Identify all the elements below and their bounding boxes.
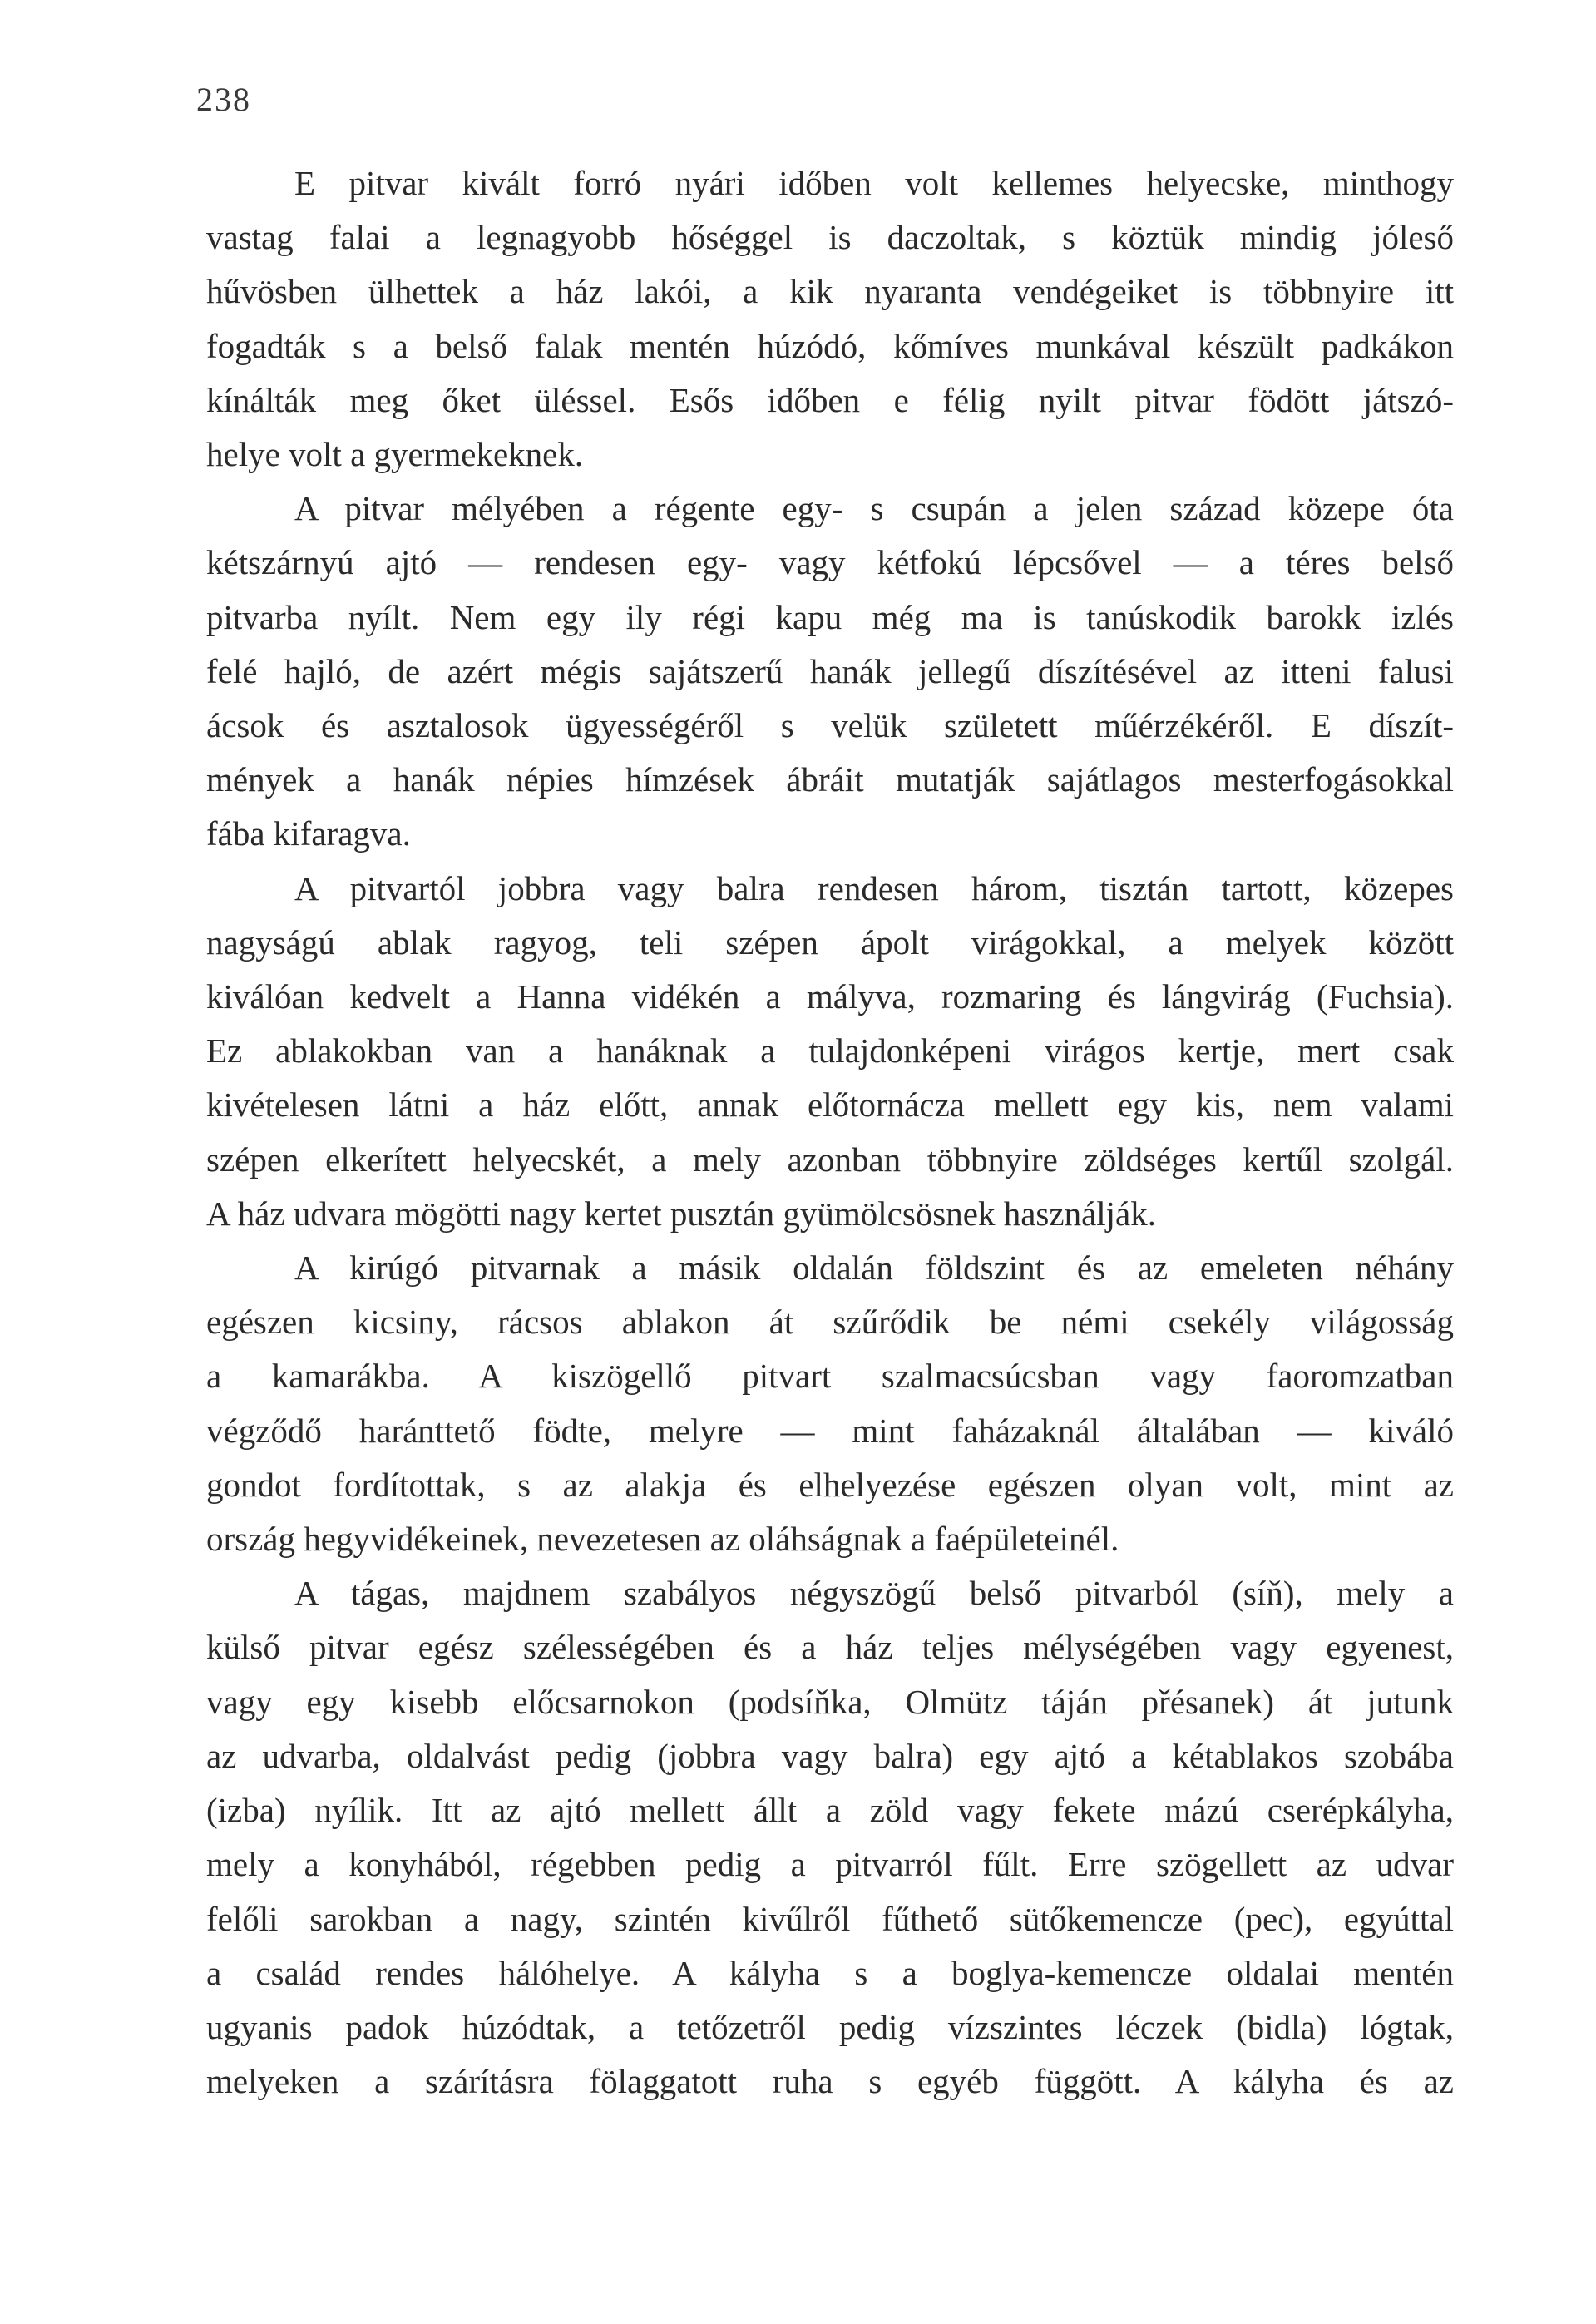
text-line: fogadták s a belső falak mentén húzódó, kőmíves munkával készült padkákon bbox=[206, 326, 1454, 365]
page-number: 238 bbox=[196, 81, 251, 118]
text-line: ugyanis padok húzódtak, a tetőzetről pedig vízszintes léczek (bidla) lógtak, bbox=[206, 2007, 1454, 2046]
text-line: mények a hanák népies hímzések ábráit mutatják sajátlagos mesterfogásokkal bbox=[206, 760, 1454, 799]
text-line: A ház udvara mögötti nagy kertet pusztán gyümölcsösnek használják. bbox=[206, 1194, 1156, 1233]
text-line: a család rendes hálóhelye. A kályha s a boglya-kemencze oldalai mentén bbox=[206, 1953, 1454, 1992]
text-line: hűvösben ülhettek a ház lakói, a kik nyaranta vendégeiket is többnyire itt bbox=[206, 272, 1454, 311]
text-line: A kirúgó pitvarnak a másik oldalán földszint és az emeleten néhány bbox=[294, 1249, 1454, 1288]
text-line: kétszárnyú ajtó — rendesen egy- vagy kétfokú lépcsővel — a téres belső bbox=[206, 543, 1454, 582]
text-line: kiválóan kedvelt a Hanna vidékén a mályva, rozmaring és lángvirág (Fuchsia). bbox=[206, 977, 1454, 1016]
text-line: melyeken a szárításra fölaggatott ruha s egyéb függött. A kályha és az bbox=[206, 2062, 1454, 2101]
text-line: pitvarba nyílt. Nem egy ily régi kapu még ma is tanúskodik barokk izlés bbox=[206, 597, 1454, 636]
paragraph-2 bbox=[206, 482, 1454, 861]
paragraph-3 bbox=[206, 862, 1454, 1241]
text-line: egészen kicsiny, rácsos ablakon át szűrődik be némi csekély világosság bbox=[206, 1303, 1454, 1342]
text-line: a kamarákba. A kiszögellő pitvart szalmacsúcsban vagy faoromzatban bbox=[206, 1357, 1454, 1396]
text-line: felé hajló, de azért mégis sajátszerű hanák jellegű díszítésével az itteni falusi bbox=[206, 651, 1454, 690]
paragraph-5 bbox=[206, 1566, 1454, 2109]
text-line: gondot fordítottak, s az alakja és elhelyezése egészen olyan volt, mint az bbox=[206, 1465, 1454, 1504]
text-line: mely a konyhából, régebben pedig a pitvarról fűlt. Erre szögellett az udvar bbox=[206, 1845, 1454, 1884]
text-line: fába kifaragva. bbox=[206, 814, 411, 853]
text-line: vagy egy kisebb előcsarnokon (podsíňka, Olmütz táján přésanek) át jutunk bbox=[206, 1682, 1454, 1721]
text-line: E pitvar kivált forró nyári időben volt kellemes helyecske, minthogy bbox=[294, 164, 1454, 202]
paragraph-1 bbox=[206, 156, 1454, 482]
text-line: Ez ablakokban van a hanáknak a tulajdonképeni virágos kertje, mert csak bbox=[206, 1031, 1454, 1071]
text-line: A pitvartól jobbra vagy balra rendesen három, tisztán tartott, közepes bbox=[294, 868, 1454, 907]
text-line: szépen elkerített helyecskét, a mely azonban többnyire zöldséges kertűl szolgál. bbox=[206, 1140, 1454, 1179]
text-line: kínálták meg őket üléssel. Esős időben e félig nyilt pitvar födött játszó- bbox=[206, 380, 1454, 419]
text-line: az udvarba, oldalvást pedig (jobbra vagy balra) egy ajtó a kétablakos szobába bbox=[206, 1736, 1454, 1775]
page-body bbox=[206, 156, 1454, 2109]
text-line: felőli sarokban a nagy, szintén kivűlről fűthető sütőkemencze (pec), egyúttal bbox=[206, 1899, 1454, 1938]
text-line: nagyságú ablak ragyog, teli szépen ápolt virágokkal, a melyek között bbox=[206, 922, 1454, 962]
text-line: helye volt a gyermekeknek. bbox=[206, 435, 584, 474]
text-line: vastag falai a legnagyobb hőséggel is daczoltak, s köztük mindig jóleső bbox=[206, 218, 1454, 257]
text-line: ácsok és asztalosok ügyességéről s velük született műérzékéről. E díszít- bbox=[206, 706, 1454, 745]
text-line: A tágas, majdnem szabályos négyszögű belső pitvarból (síň), mely a bbox=[294, 1574, 1454, 1613]
text-line: végződő haránttető födte, melyre — mint faházaknál általában — kiváló bbox=[206, 1411, 1454, 1450]
text-line: (izba) nyílik. Itt az ajtó mellett állt a zöld vagy fekete mázú cserépkályha, bbox=[206, 1791, 1454, 1830]
text-line: külső pitvar egész szélességében és a ház teljes mélységében vagy egyenest, bbox=[206, 1628, 1454, 1667]
paragraph-4 bbox=[206, 1241, 1454, 1566]
text-line: ország hegyvidékeinek, nevezetesen az oláhságnak a faépületeinél. bbox=[206, 1520, 1119, 1559]
text-line: kivételesen látni a ház előtt, annak előtornácza mellett egy kis, nem valami bbox=[206, 1085, 1454, 1125]
text-line: A pitvar mélyében a régente egy- s csupán a jelen század közepe óta bbox=[294, 489, 1454, 528]
